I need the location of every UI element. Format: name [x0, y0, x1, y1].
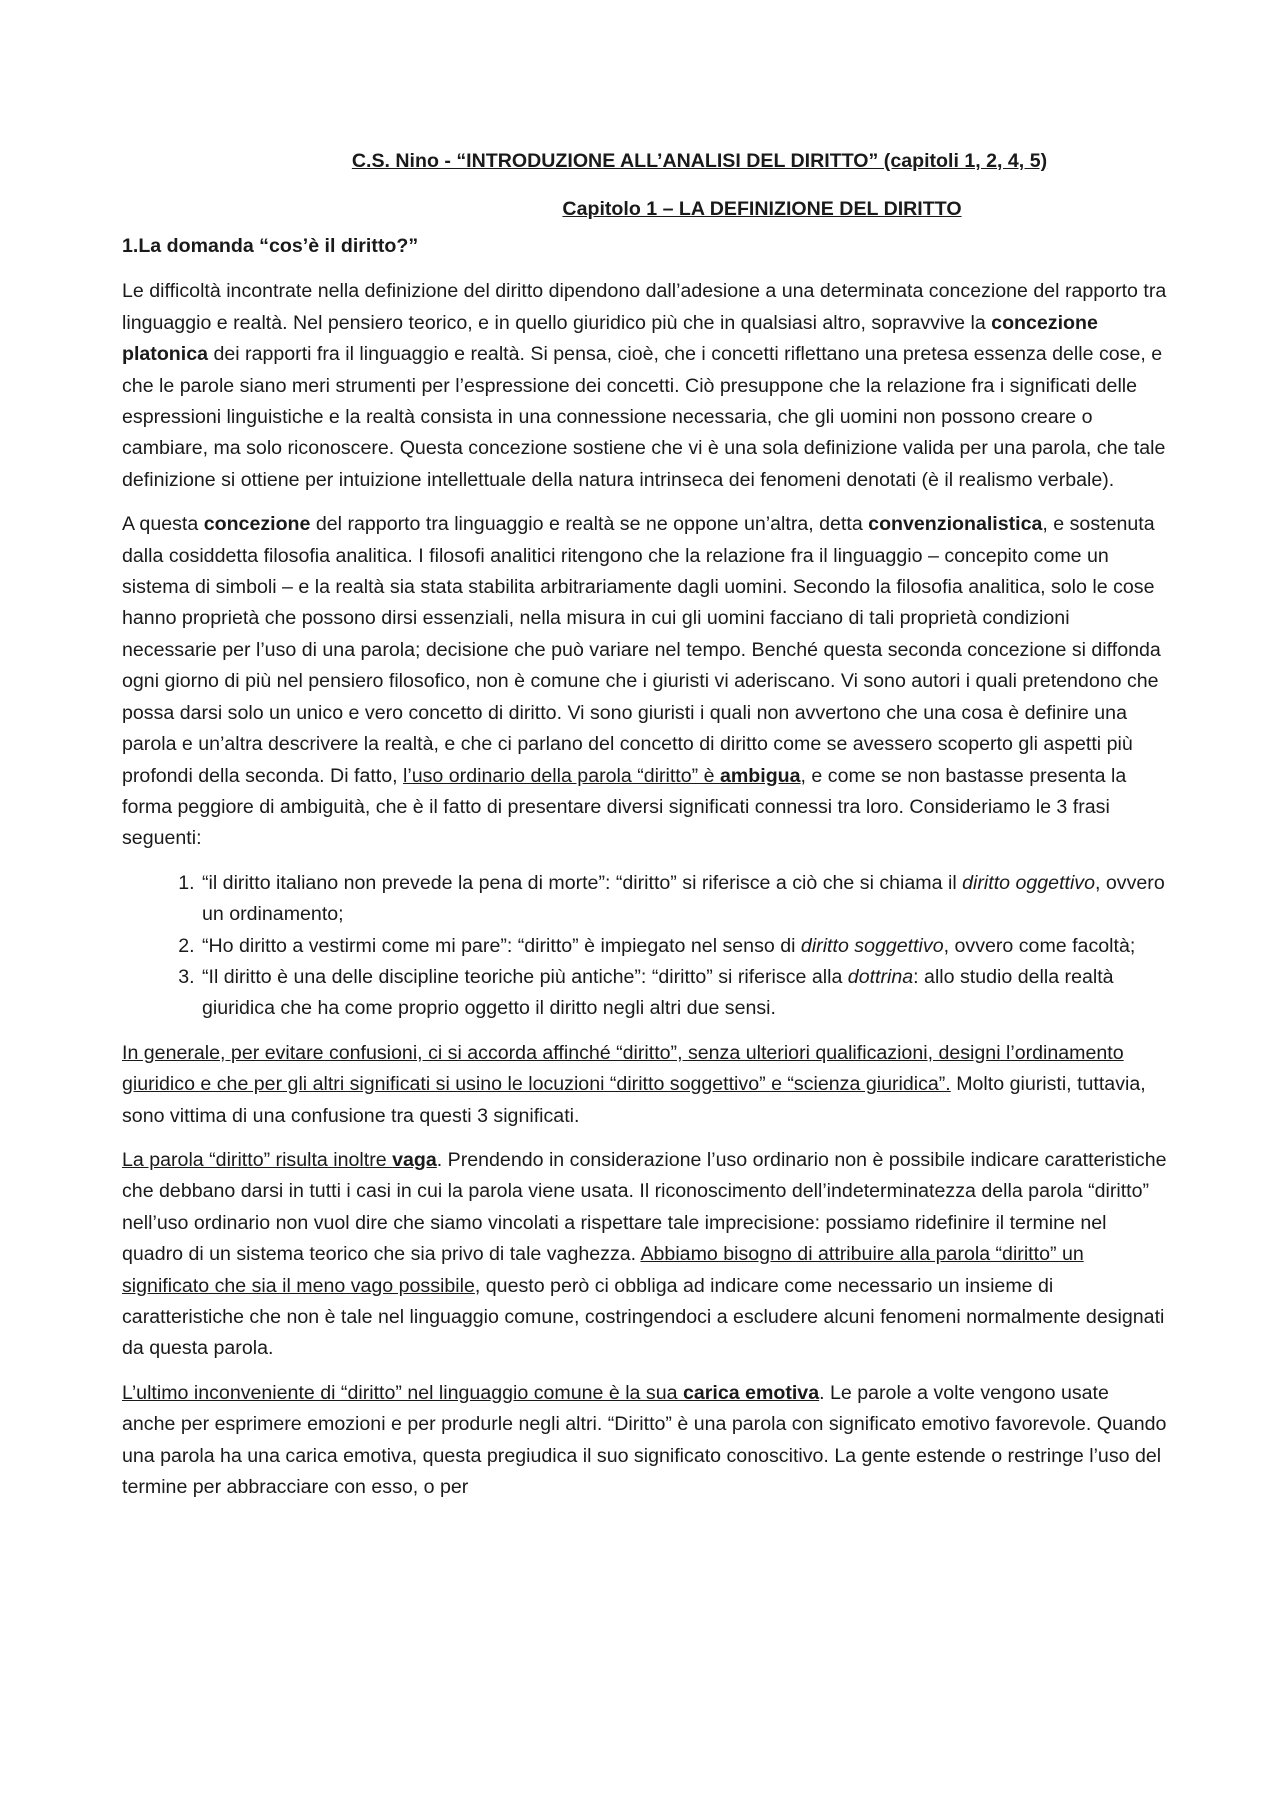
text-run: : allo studio della realtà giuridica che ha come proprio oggetto il diritto negli altri due sensi. — [202, 965, 1114, 1020]
document-page — [122, 146, 1167, 1516]
underlined-run: In generale, per evitare confusioni, ci si accorda affinché “diritto”, senza ulteriori qualificazioni, designi l’ordinamento giuridico e che per gli altri significati si usino le locuzioni “diritto soggettivo” e “scienza giuridica”. — [122, 1041, 1124, 1096]
paragraph-vaghezza — [122, 1145, 1167, 1365]
text-run: dei rapporti fra il linguaggio e realtà. Si pensa, cioè, che i concetti riflettano una pretesa essenza delle cose, e che le parole siano meri strumenti per l’espressione dei concetti. Ciò presuppone che la relazione fra i significati delle espressioni linguistiche e la realtà consista in una connessione necessaria, che gli uomini non possono creare o cambiare, ma solo riconoscere. Questa concezione sostiene che vi è una sola definizione valida per una parola, che tale definizione si ottiene per intuizione intellettuale della natura intrinseca dei fenomeni denotati (è il realismo verbale). — [122, 343, 1166, 491]
underlined-run: L’ultimo inconveniente di “diritto” nel linguaggio comune è la sua — [122, 1381, 683, 1404]
section-heading: 1.La domanda “cos’è il diritto?” — [122, 235, 419, 257]
underlined-run: l’uso ordinario della parola “diritto” è — [403, 764, 720, 787]
numbered-list — [122, 868, 1167, 1025]
chapter-title: Capitolo 1 – LA DEFINIZIONE DEL DIRITTO — [562, 198, 962, 220]
underlined-run: La parola “diritto” risulta inoltre — [122, 1148, 393, 1171]
bold-underlined-term: vaga — [392, 1148, 437, 1171]
document-title: C.S. Nino - “INTRODUZIONE ALL’ANALISI DEL DIRITTO” (capitoli 1, 2, 4, 5) — [351, 150, 1048, 172]
text-run: “il diritto italiano non prevede la pena di morte”: “diritto” si riferisce a ciò che si chiama il — [202, 871, 963, 894]
list-item — [200, 868, 1167, 931]
bold-term: convenzionalistica — [868, 513, 1043, 536]
underlined-run: Abbiamo bisogno di attribuire alla parola “diritto” un significato che sia il meno vago possibile — [122, 1243, 1084, 1297]
italic-term: dottrina — [847, 965, 914, 988]
list-item — [200, 931, 1167, 962]
paragraph-concezione-convenzionalistica — [122, 509, 1167, 854]
text-run: A questa — [122, 513, 204, 536]
text-run: . Le parole a volte vengono usate anche per esprimere emozioni e per produrle negli altri. “Diritto” è una parola con significato emotivo favorevole. Quando una parola ha una carica emotiva, questa pregiudica il suo significato conoscitivo. La gente estende o restringe l’uso del termine per abbracciare con esso, o per — [122, 1381, 1167, 1499]
text-run: , e sostenuta dalla cosiddetta filosofia analitica. I filosofi analitici ritengono che la relazione fra il linguaggio – concepito come un sistema di simboli – e la realtà sia stata stabilita arbitrariamente dagli uomini. Secondo la filosofia analitica, solo le cose hanno proprietà che possono dirsi essenziali, nella misura in cui gli uomini facciano di tali proprietà condizioni necessarie per l’uso di una parola; decisione che può variare nel tempo. Benché questa seconda concezione si diffonda ogni giorno di più nel pensiero filosofico, non è comune che i giuristi vi aderiscano. Vi sono autori i quali pretendono che possa darsi solo un unico e vero concetto di diritto. Vi sono giuristi i quali non avvertono che una cosa è definire una parola e un’altra descrivere la realtà, e che ci parlano del concetto di diritto come se avessero scoperto gli aspetti più profondi della seconda. Di fatto, — [122, 513, 1161, 787]
text-run: “Il diritto è una delle discipline teoriche più antiche”: “diritto” si riferisce alla — [202, 965, 848, 988]
bold-term: concezione — [203, 513, 311, 536]
bold-underlined-term: carica emotiva — [682, 1381, 820, 1404]
text-run: , e come se non bastasse presenta la forma peggiore di ambiguità, che è il fatto di presentare diversi significati connessi tra loro. Consideriamo le 3 frasi seguenti: — [122, 764, 1127, 850]
bold-term: concezione platonica — [122, 311, 1098, 366]
paragraph-significati — [122, 1038, 1167, 1132]
text-run: Le difficoltà incontrate nella definizione del diritto dipendono dall’adesione a una determinata concezione del rapporto tra linguaggio e realtà. Nel pensiero teorico, e in quello giuridico più che in qualsiasi altro, sopravvive la — [122, 280, 1167, 334]
text-run: , ovvero come facoltà; — [943, 934, 1136, 957]
text-run: , questo però ci obbliga ad indicare come necessario un insieme di caratteristiche che non è tale nel linguaggio comune, costringendoci a escludere alcuni fenomeni normalmente designati da questa parola. — [122, 1274, 1165, 1360]
text-run: “Ho diritto a vestirmi come mi pare”: “diritto” è impiegato nel senso di — [202, 934, 801, 957]
list-item — [200, 962, 1167, 1025]
paragraph-concezione-platonica — [122, 276, 1167, 496]
text-run: . Prendendo in considerazione l’uso ordinario non è possibile indicare caratteristiche che debbano darsi in tutti i casi in cui la parola viene usata. Il riconoscimento dell’indeterminatezza della parola “diritto” nell’uso ordinario non vuol dire che siamo vincolati a rispettare tale imprecisione: possiamo ridefinire il termine nel quadro di un sistema teorico che sia privo di tale vaghezza. — [122, 1148, 1167, 1266]
italic-term: diritto oggettivo — [962, 871, 1096, 894]
italic-term: diritto soggettivo — [800, 934, 944, 957]
text-run: del rapporto tra linguaggio e realtà se ne oppone un’altra, detta — [310, 513, 869, 536]
bold-underlined-term: ambigua — [719, 764, 801, 787]
text-run: , ovvero un ordinamento; — [202, 871, 1165, 926]
paragraph-carica-emotiva — [122, 1378, 1167, 1504]
text-run: Molto giuristi, tuttavia, sono vittima di una confusione tra questi 3 significati. — [122, 1073, 1146, 1127]
